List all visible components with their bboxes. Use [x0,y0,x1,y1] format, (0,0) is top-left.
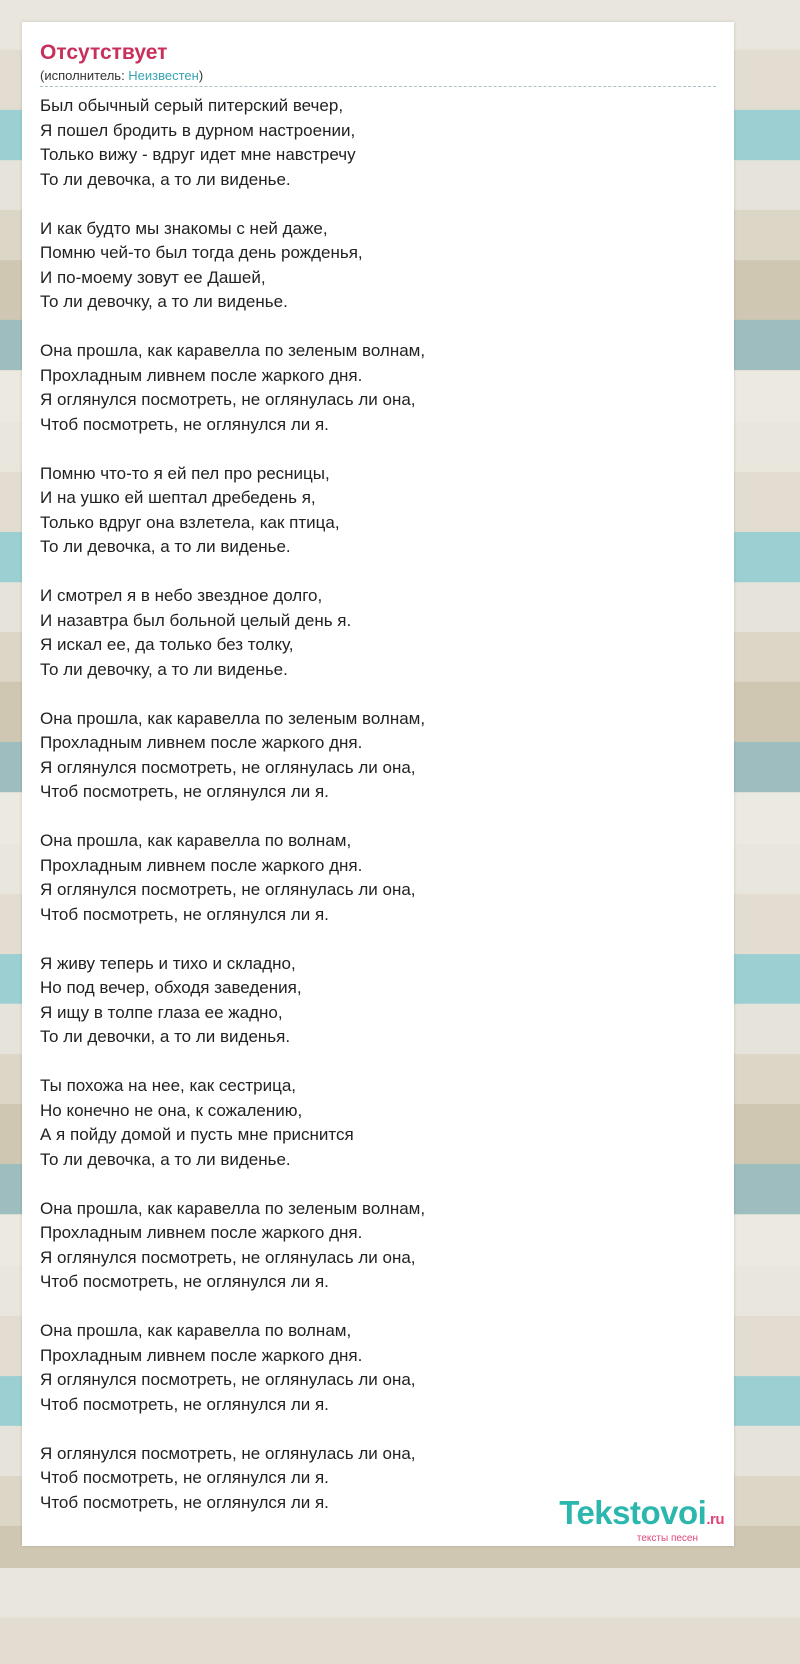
lyrics-line: Я искал ее, да только без толку, [40,635,294,654]
lyrics-line: Я оглянулся посмотреть, не оглянулась ли она, [40,1443,416,1463]
lyrics-line: Помню что-то я ей пел про ресницы, [40,463,330,483]
lyrics-line: Ты похожа на нее, как сестрица, [40,1076,297,1095]
lyrics-line: Прохладным ливнем после жаркого дня. [40,733,363,752]
lyrics-stanza [40,952,700,1050]
song-title: Отсутствует [40,41,168,64]
lyrics-line: Она прошла, как каравелла по волнам, [40,831,352,850]
lyrics-line: Я ищу в толпе глаза ее жадно, [40,1002,283,1022]
lyrics-line: Она прошла, как каравелла по волнам, [40,1321,352,1340]
artist-suffix: ) [198,68,204,83]
lyrics-stanza [40,707,700,805]
lyrics-line: Чтоб посмотреть, не оглянулся ли я. [40,1492,329,1512]
lyrics-line: Чтоб посмотреть, не оглянулся ли я. [40,414,329,434]
lyrics-line: Но под вечер, обходя заведения, [40,978,302,997]
lyrics-line: И на ушко ей шептал дребедень я, [40,488,316,507]
lyrics-line: Но конечно не она, к сожалению, [40,1100,303,1120]
lyrics-line: Был обычный серый питерский вечер, [40,96,344,115]
lyrics-line: Я пошел бродить в дурном настроении, [40,120,356,140]
site-logo[interactable] [559,1496,724,1544]
artist-line [40,68,716,87]
lyrics-line: И по-моему зовут ее Дашей, [40,267,266,287]
lyrics-line: Я живу теперь и тихо и складно, [40,953,296,973]
logo-tagline: тексты песен [636,1533,698,1544]
lyrics-line: Я оглянулся посмотреть, не оглянулась ли она, [40,757,416,777]
lyrics-text [40,94,700,1540]
lyrics-line: Она прошла, как каравелла по зеленым волнам, [40,708,426,728]
song-header [40,40,716,87]
lyrics-line: То ли девочку, а то ли виденье. [40,659,288,679]
lyrics-line: Чтоб посмотреть, не оглянулся ли я. [40,1272,329,1291]
lyrics-line: Я оглянулся посмотреть, не оглянулась ли она, [40,880,416,899]
lyrics-line: То ли девочка, а то ли виденье. [40,169,291,189]
lyrics-line: Я оглянулся посмотреть, не оглянулась ли она, [40,390,416,409]
lyrics-line: Только вдруг она взлетела, как птица, [40,512,340,532]
lyrics-stanza [40,584,700,682]
logo-name: Tekstovoi [559,1494,707,1531]
lyrics-line: Прохладным ливнем после жаркого дня. [40,1223,363,1242]
lyrics-line: Только вижу - вдруг идет мне навстречу [40,145,356,164]
lyrics-line: Прохладным ливнем после жаркого дня. [40,365,363,385]
lyrics-stanza [40,1319,700,1417]
lyrics-line: А я пойду домой и пусть мне приснится [40,1125,354,1144]
lyrics-line: Чтоб посмотреть, не оглянулся ли я. [40,782,329,801]
lyrics-stanza [40,1197,700,1295]
lyrics-card [22,22,734,1546]
lyrics-line: И как будто мы знакомы с ней даже, [40,218,328,238]
lyrics-line: И назавтра был больной целый день я. [40,610,352,630]
lyrics-line: Чтоб посмотреть, не оглянулся ли я. [40,904,329,924]
lyrics-line: Чтоб посмотреть, не оглянулся ли я. [40,1468,329,1487]
lyrics-stanza [40,217,700,315]
lyrics-stanza [40,94,700,192]
lyrics-line: Прохладным ливнем после жаркого дня. [40,1345,363,1365]
lyrics-line: Чтоб посмотреть, не оглянулся ли я. [40,1394,329,1414]
artist-link[interactable]: Неизвестен [128,68,199,83]
lyrics-line: Я оглянулся посмотреть, не оглянулась ли она, [40,1247,416,1267]
lyrics-stanza [40,1074,700,1172]
lyrics-line: То ли девочки, а то ли виденья. [40,1027,291,1046]
logo-tld: .ru [706,1511,724,1528]
lyrics-line: Прохладным ливнем после жаркого дня. [40,855,363,875]
lyrics-stanza [40,339,700,437]
lyrics-line: То ли девочку, а то ли виденье. [40,292,288,311]
lyrics-line: Она прошла, как каравелла по зеленым волнам, [40,1198,426,1218]
logo-wordmark [559,1496,724,1537]
lyrics-line: То ли девочка, а то ли виденье. [40,537,291,556]
lyrics-line: Она прошла, как каравелла по зеленым волнам, [40,341,426,360]
artist-prefix: (исполнитель: [40,68,129,83]
lyrics-stanza [40,462,700,560]
lyrics-line: И смотрел я в небо звездное долго, [40,586,323,605]
lyrics-line: То ли девочка, а то ли виденье. [40,1149,291,1169]
lyrics-line: Я оглянулся посмотреть, не оглянулась ли она, [40,1370,416,1389]
lyrics-line: Помню чей-то был тогда день рожденья, [40,243,363,262]
lyrics-stanza [40,829,700,927]
